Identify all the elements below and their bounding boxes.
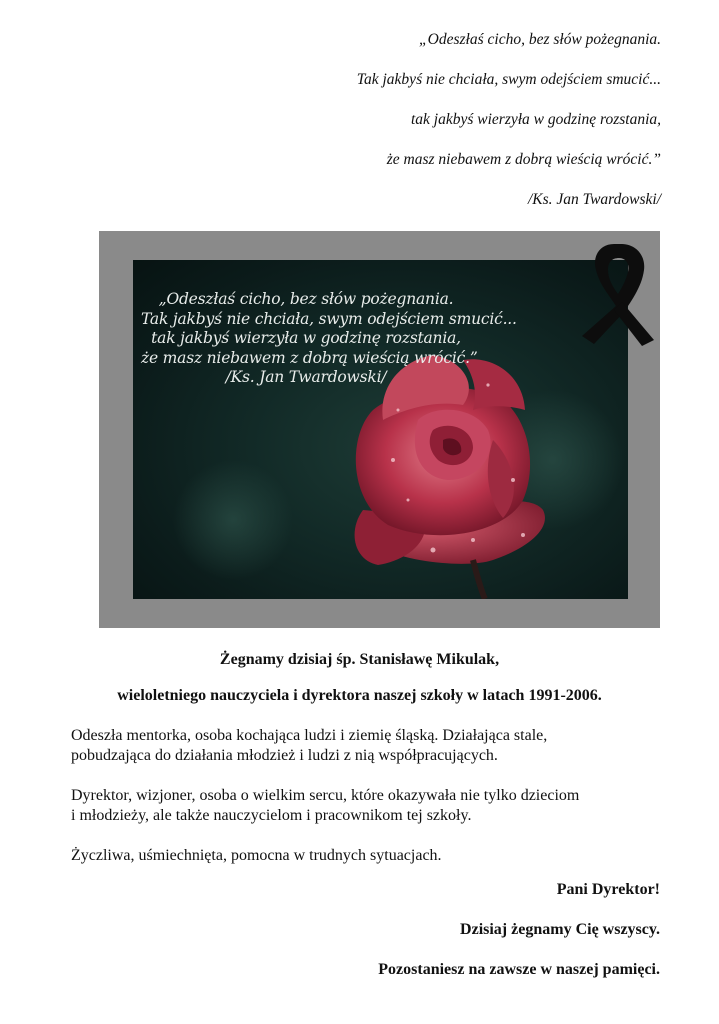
memorial-image-frame xyxy=(99,231,660,628)
rose-photo xyxy=(133,260,628,599)
poem-line: „Odeszłaś cicho, bez słów pożegnania. xyxy=(419,31,661,48)
image-quote-line: że masz niebawem z dobrą wieścią wrócić.” xyxy=(141,348,478,367)
closing-memory: Pozostaniesz na zawsze w naszej pamięci. xyxy=(378,961,660,978)
poem-line: że masz niebawem z dobrą wieścią wrócić.” xyxy=(386,151,661,168)
paragraph-kind xyxy=(71,846,671,866)
epigraph-poem xyxy=(357,30,661,230)
paragraph-director xyxy=(71,786,671,825)
closing-farewell: Dzisiaj żegnamy Cię wszyscy. xyxy=(460,921,660,938)
paragraph-line: pobudzająca do działania młodzież i ludzi z nią współpracujących. xyxy=(71,746,498,764)
mourning-ribbon-icon xyxy=(572,236,657,346)
image-quote-line: „Odeszłaś cicho, bez słów pożegnania. xyxy=(158,290,454,308)
memorial-subheading: wieloletniego nauczyciela i dyrektora naszej szkoły w latach 1991-2006. xyxy=(117,687,602,704)
image-quote xyxy=(141,290,517,388)
paragraph-mentor xyxy=(71,726,671,765)
poem-author: /Ks. Jan Twardowski/ xyxy=(527,191,661,208)
poem-line: tak jakbyś wierzyła w godzinę rozstania, xyxy=(411,111,661,128)
image-quote-author: /Ks. Jan Twardowski/ xyxy=(225,368,387,386)
paragraph-line: Odeszła mentorka, osoba kochająca ludzi i ziemię śląską. Działająca stale, xyxy=(71,727,548,744)
paragraph-line: i młodzieży, ale także nauczycielom i pracownikom tej szkoły. xyxy=(71,806,472,824)
poem-line: Tak jakbyś nie chciała, swym odejściem smucić... xyxy=(356,71,661,88)
memorial-heading: Żegnamy dzisiaj śp. Stanisławę Mikulak, xyxy=(219,651,500,668)
paragraph-line: Dyrektor, wizjoner, osoba o wielkim sercu, które okazywała nie tylko dzieciom xyxy=(71,787,580,804)
image-quote-line: Tak jakbyś nie chciała, swym odejściem smucić... xyxy=(141,309,517,328)
closing-address: Pani Dyrektor! xyxy=(556,881,660,898)
image-quote-line: tak jakbyś wierzyła w godzinę rozstania, xyxy=(151,329,461,347)
paragraph-line: Życzliwa, uśmiechnięta, pomocna w trudnych sytuacjach. xyxy=(71,847,442,864)
